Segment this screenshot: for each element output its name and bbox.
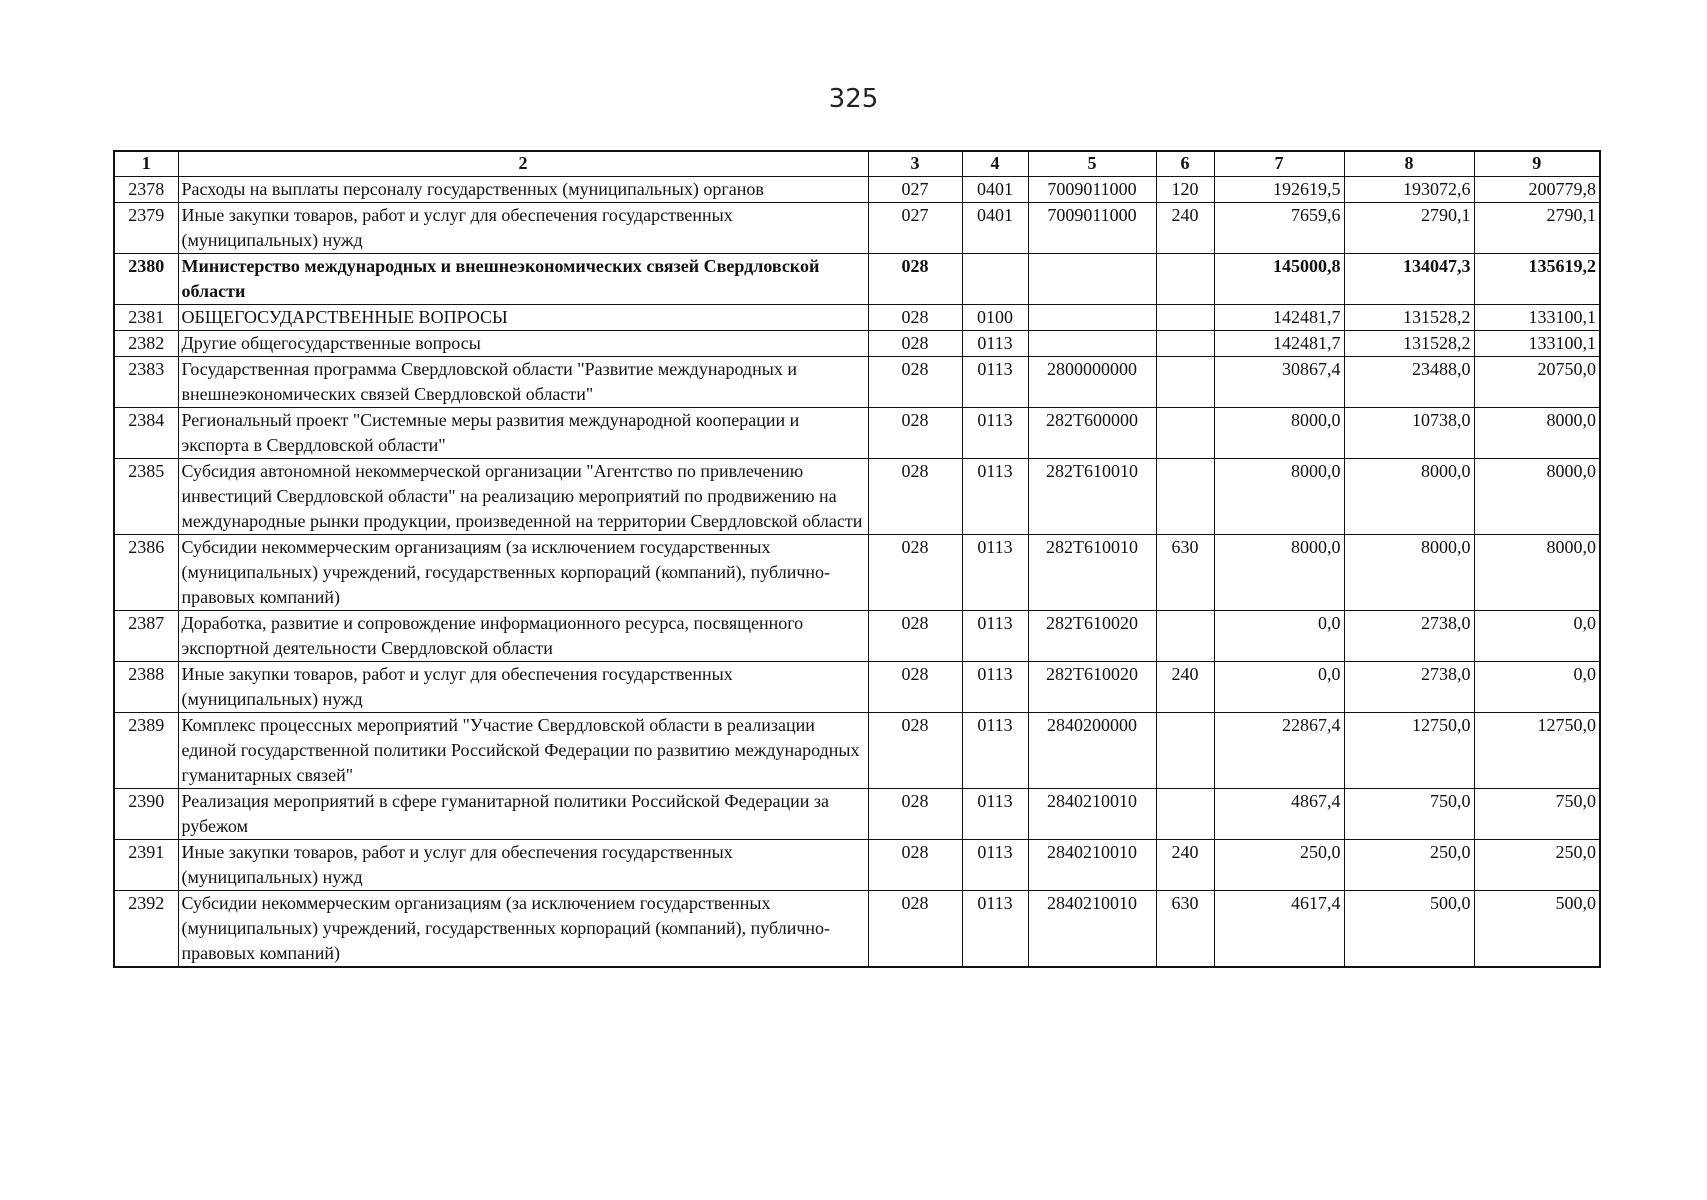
row-amount-8: 8000,0: [1344, 535, 1474, 611]
row-code-4: 0113: [962, 459, 1028, 535]
row-amount-8: 2790,1: [1344, 203, 1474, 254]
row-amount-9: 500,0: [1474, 891, 1600, 968]
row-code-4: 0401: [962, 203, 1028, 254]
row-code-4: 0113: [962, 331, 1028, 357]
budget-table: [113, 150, 1601, 968]
row-code-4: 0113: [962, 408, 1028, 459]
row-code-4: 0113: [962, 891, 1028, 968]
row-description: Комплекс процессных мероприятий "Участие Свердловской области в реализации единой государственной политики Российской Федерации по развитию международных гуманитарных связей": [178, 713, 868, 789]
row-code-3: 028: [868, 713, 962, 789]
table-row: [114, 459, 1600, 535]
row-code-3: 028: [868, 408, 962, 459]
row-number: 2386: [114, 535, 178, 611]
row-code-5: 7009011000: [1028, 177, 1156, 203]
row-amount-7: 4867,4: [1214, 789, 1344, 840]
table-row: [114, 254, 1600, 305]
row-code-4: 0401: [962, 177, 1028, 203]
row-amount-7: 0,0: [1214, 611, 1344, 662]
row-amount-9: 0,0: [1474, 611, 1600, 662]
row-code-3: 028: [868, 611, 962, 662]
table-row: [114, 203, 1600, 254]
row-amount-9: 133100,1: [1474, 331, 1600, 357]
row-number: 2378: [114, 177, 178, 203]
row-code-6: [1156, 459, 1214, 535]
table-row: [114, 662, 1600, 713]
table-row: [114, 840, 1600, 891]
row-description: Доработка, развитие и сопровождение информационного ресурса, посвященного экспортной деятельности Свердловской области: [178, 611, 868, 662]
row-description: Другие общегосударственные вопросы: [178, 331, 868, 357]
table-body: [114, 177, 1600, 968]
row-code-6: 240: [1156, 840, 1214, 891]
row-code-5: [1028, 331, 1156, 357]
row-code-4: 0113: [962, 713, 1028, 789]
row-code-6: [1156, 611, 1214, 662]
row-amount-7: 145000,8: [1214, 254, 1344, 305]
row-code-4: 0113: [962, 789, 1028, 840]
table-row: [114, 408, 1600, 459]
row-number: 2380: [114, 254, 178, 305]
row-code-5: 282T610020: [1028, 662, 1156, 713]
row-amount-9: 2790,1: [1474, 203, 1600, 254]
header-row: [114, 151, 1600, 177]
row-description: Реализация мероприятий в сфере гуманитарной политики Российской Федерации за рубежом: [178, 789, 868, 840]
row-amount-9: 12750,0: [1474, 713, 1600, 789]
row-amount-8: 2738,0: [1344, 611, 1474, 662]
row-amount-7: 4617,4: [1214, 891, 1344, 968]
row-code-5: 2800000000: [1028, 357, 1156, 408]
row-description: Иные закупки товаров, работ и услуг для обеспечения государственных (муниципальных) нужд: [178, 662, 868, 713]
row-code-5: 282T610010: [1028, 535, 1156, 611]
row-number: 2390: [114, 789, 178, 840]
row-amount-9: 135619,2: [1474, 254, 1600, 305]
row-code-6: [1156, 357, 1214, 408]
row-code-4: 0113: [962, 662, 1028, 713]
row-number: 2381: [114, 305, 178, 331]
row-amount-9: 200779,8: [1474, 177, 1600, 203]
row-code-6: 630: [1156, 535, 1214, 611]
table-row: [114, 177, 1600, 203]
row-code-5: 2840210010: [1028, 789, 1156, 840]
row-description: Расходы на выплаты персоналу государственных (муниципальных) органов: [178, 177, 868, 203]
row-code-5: 2840210010: [1028, 840, 1156, 891]
row-code-4: 0113: [962, 840, 1028, 891]
row-number: 2379: [114, 203, 178, 254]
row-code-3: 027: [868, 203, 962, 254]
row-amount-9: 8000,0: [1474, 459, 1600, 535]
row-code-6: [1156, 331, 1214, 357]
row-code-3: 028: [868, 840, 962, 891]
row-description: ОБЩЕГОСУДАРСТВЕННЫЕ ВОПРОСЫ: [178, 305, 868, 331]
row-number: 2387: [114, 611, 178, 662]
row-code-5: [1028, 254, 1156, 305]
table-row: [114, 331, 1600, 357]
row-amount-7: 192619,5: [1214, 177, 1344, 203]
row-code-3: 028: [868, 662, 962, 713]
header-cell: 7: [1214, 151, 1344, 177]
page-number: 325: [828, 84, 879, 114]
row-code-6: [1156, 408, 1214, 459]
row-amount-8: 250,0: [1344, 840, 1474, 891]
row-amount-7: 250,0: [1214, 840, 1344, 891]
header-cell: 8: [1344, 151, 1474, 177]
header-cell: 5: [1028, 151, 1156, 177]
row-number: 2392: [114, 891, 178, 968]
header-cell: 2: [178, 151, 868, 177]
row-code-3: 028: [868, 357, 962, 408]
row-amount-8: 193072,6: [1344, 177, 1474, 203]
row-amount-7: 142481,7: [1214, 331, 1344, 357]
row-amount-9: 20750,0: [1474, 357, 1600, 408]
row-amount-8: 131528,2: [1344, 305, 1474, 331]
row-code-4: 0100: [962, 305, 1028, 331]
row-code-3: 028: [868, 305, 962, 331]
row-description: Министерство международных и внешнеэкономических связей Свердловской области: [178, 254, 868, 305]
header-cell: 3: [868, 151, 962, 177]
row-amount-8: 23488,0: [1344, 357, 1474, 408]
table-row: [114, 611, 1600, 662]
row-code-6: [1156, 789, 1214, 840]
header-cell: 6: [1156, 151, 1214, 177]
row-number: 2383: [114, 357, 178, 408]
row-amount-7: 22867,4: [1214, 713, 1344, 789]
row-code-3: 028: [868, 535, 962, 611]
table-row: [114, 305, 1600, 331]
row-number: 2391: [114, 840, 178, 891]
row-amount-8: 134047,3: [1344, 254, 1474, 305]
row-code-3: 027: [868, 177, 962, 203]
row-amount-7: 8000,0: [1214, 535, 1344, 611]
row-code-4: 0113: [962, 357, 1028, 408]
row-number: 2388: [114, 662, 178, 713]
row-code-5: 2840200000: [1028, 713, 1156, 789]
row-code-4: [962, 254, 1028, 305]
row-amount-7: 142481,7: [1214, 305, 1344, 331]
header-cell: 4: [962, 151, 1028, 177]
row-amount-8: 12750,0: [1344, 713, 1474, 789]
row-amount-9: 250,0: [1474, 840, 1600, 891]
row-description: Иные закупки товаров, работ и услуг для обеспечения государственных (муниципальных) нужд: [178, 203, 868, 254]
row-amount-8: 8000,0: [1344, 459, 1474, 535]
row-amount-7: 8000,0: [1214, 408, 1344, 459]
row-description: Субсидия автономной некоммерческой организации "Агентство по привлечению инвестиций Свердловской области" на реализацию мероприятий по продвижению на международные рынки продукции, произведенной на территории Свердловской области: [178, 459, 868, 535]
header-cell: 9: [1474, 151, 1600, 177]
row-code-6: 120: [1156, 177, 1214, 203]
row-code-4: 0113: [962, 611, 1028, 662]
row-amount-9: 8000,0: [1474, 408, 1600, 459]
row-code-5: 282T610020: [1028, 611, 1156, 662]
row-description: Иные закупки товаров, работ и услуг для обеспечения государственных (муниципальных) нужд: [178, 840, 868, 891]
row-description: Субсидии некоммерческим организациям (за исключением государственных (муниципальных) учреждений, государственных корпораций (компаний), публично-правовых компаний): [178, 535, 868, 611]
row-description: Региональный проект "Системные меры развития международной кооперации и экспорта в Свердловской области": [178, 408, 868, 459]
row-code-6: [1156, 305, 1214, 331]
row-amount-8: 2738,0: [1344, 662, 1474, 713]
row-code-6: 240: [1156, 203, 1214, 254]
table-row: [114, 535, 1600, 611]
header-cell: 1: [114, 151, 178, 177]
row-amount-8: 131528,2: [1344, 331, 1474, 357]
row-amount-7: 30867,4: [1214, 357, 1344, 408]
table-row: [114, 713, 1600, 789]
row-amount-9: 0,0: [1474, 662, 1600, 713]
row-code-6: [1156, 254, 1214, 305]
row-code-4: 0113: [962, 535, 1028, 611]
row-code-5: 7009011000: [1028, 203, 1156, 254]
row-code-3: 028: [868, 459, 962, 535]
row-amount-8: 750,0: [1344, 789, 1474, 840]
row-code-3: 028: [868, 891, 962, 968]
row-number: 2382: [114, 331, 178, 357]
row-code-3: 028: [868, 789, 962, 840]
row-amount-9: 8000,0: [1474, 535, 1600, 611]
row-number: 2389: [114, 713, 178, 789]
row-amount-8: 500,0: [1344, 891, 1474, 968]
row-number: 2385: [114, 459, 178, 535]
row-amount-7: 7659,6: [1214, 203, 1344, 254]
table-row: [114, 789, 1600, 840]
row-code-5: [1028, 305, 1156, 331]
row-amount-7: 8000,0: [1214, 459, 1344, 535]
row-amount-9: 133100,1: [1474, 305, 1600, 331]
row-number: 2384: [114, 408, 178, 459]
table-row: [114, 891, 1600, 968]
row-code-5: 2840210010: [1028, 891, 1156, 968]
table-row: [114, 357, 1600, 408]
row-code-3: 028: [868, 331, 962, 357]
row-amount-9: 750,0: [1474, 789, 1600, 840]
row-code-6: 240: [1156, 662, 1214, 713]
row-description: Государственная программа Свердловской области "Развитие международных и внешнеэкономических связей Свердловской области": [178, 357, 868, 408]
row-code-5: 282T610010: [1028, 459, 1156, 535]
row-code-3: 028: [868, 254, 962, 305]
row-amount-7: 0,0: [1214, 662, 1344, 713]
row-code-5: 282T600000: [1028, 408, 1156, 459]
row-amount-8: 10738,0: [1344, 408, 1474, 459]
row-code-6: [1156, 713, 1214, 789]
row-description: Субсидии некоммерческим организациям (за исключением государственных (муниципальных) учреждений, государственных корпораций (компаний), публично-правовых компаний): [178, 891, 868, 968]
row-code-6: 630: [1156, 891, 1214, 968]
